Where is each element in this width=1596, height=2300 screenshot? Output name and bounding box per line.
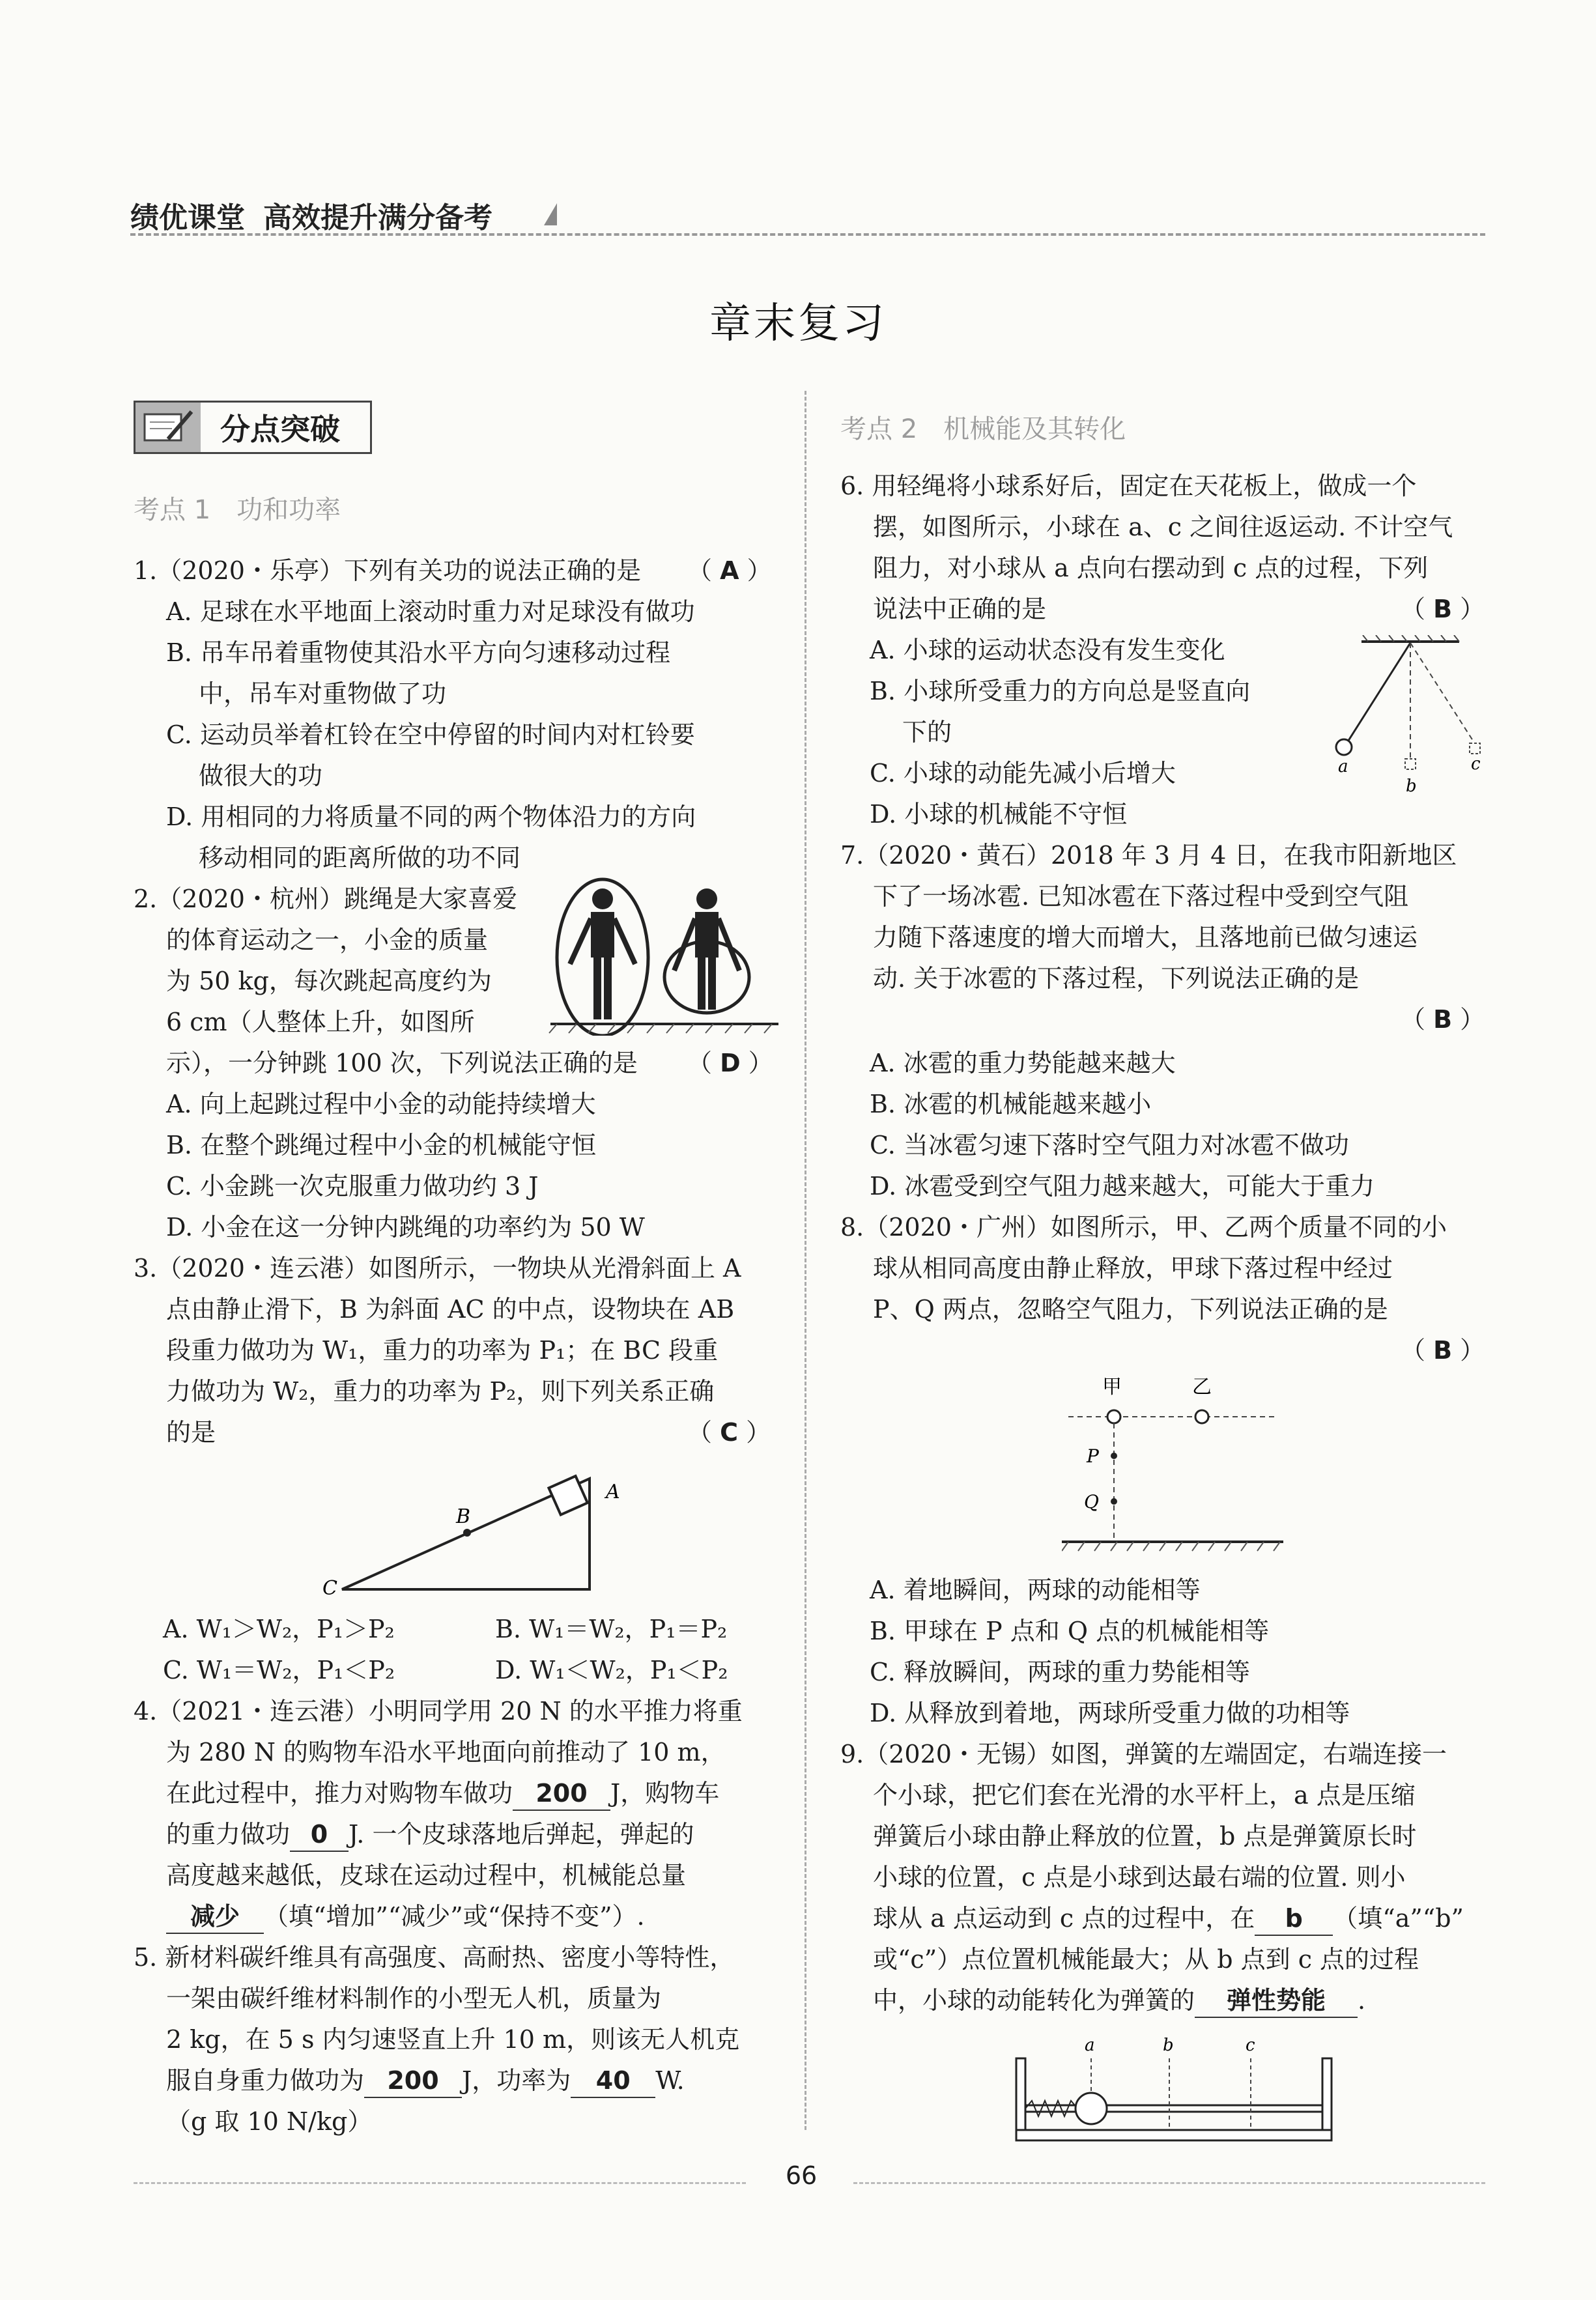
q5-blank-2: 40 (571, 2064, 655, 2098)
q9-line-1: 9.（2020・无锡）如图，弹簧的左端固定，右端连接一 (840, 1740, 1447, 1768)
spring-label-b: b (1163, 2036, 1174, 2055)
q5-line-4: 服自身重力做功为 200 J，功率为 40 W. (166, 2060, 685, 2101)
header-triangle-icon (544, 203, 557, 225)
pendulum-label-a: a (1338, 757, 1348, 776)
brand-tagline: 高效提升满分备考 (263, 201, 492, 234)
section-badge-label: 分点突破 (220, 412, 340, 447)
q4-line-4: 的重力做功 0 J. 一个皮球落地后弹起，弹起的 (166, 1814, 694, 1855)
q8-option-a: A. 着地瞬间，两球的动能相等 (870, 1576, 1201, 1604)
q7-answer: （ B ） (1401, 1005, 1485, 1034)
q3-line-5: 的是 (166, 1418, 216, 1447)
q4-blank-1: 200 (513, 1777, 610, 1811)
q8-answer: （ B ） (1401, 1336, 1485, 1365)
q5-blank-1: 200 (364, 2064, 462, 2098)
q5-line-3: 2 kg，在 5 s 内匀速竖直上升 10 m，则该无人机克 (166, 2025, 740, 2054)
q9-line-4: 小球的位置，c 点是小球到达最右端的位置. 则小 (873, 1863, 1406, 1892)
header-brand (130, 194, 492, 236)
q2-option-d: D. 小金在这一分钟内跳绳的功率约为 50 W (166, 1213, 645, 1242)
q6-answer: （ B ） (1401, 595, 1485, 623)
footer-divider-left (134, 2182, 746, 2184)
incline-label-c: C (322, 1577, 337, 1596)
two-balls-figure (1062, 1371, 1283, 1560)
pendulum-label-c: c (1471, 754, 1481, 774)
q4-blank-2: 0 (290, 1818, 349, 1852)
pencil-note-icon (135, 403, 201, 452)
q3-line-3: 段重力做功为 W₁，重力的功率为 P₁；在 BC 段重 (166, 1336, 719, 1365)
q6-line-4: 说法中正确的是 (873, 595, 1047, 623)
q2-answer: （ D ） (687, 1049, 773, 1077)
brand-name: 绩优课堂 (130, 201, 245, 234)
column-divider (805, 391, 806, 2130)
section-badge (134, 401, 372, 454)
q7-option-d: D. 冰雹受到空气阻力越来越大，可能大于重力 (870, 1172, 1375, 1200)
q6-option-d: D. 小球的机械能不守恒 (870, 800, 1128, 829)
q4-line-5: 高度越来越低，皮球在运动过程中，机械能总量 (166, 1861, 687, 1890)
q1-option-d-cont: 移动相同的距离所做的功不同 (199, 844, 521, 872)
q4-line-3: 在此过程中，推力对购物车做功 200 J，购物车 (166, 1773, 719, 1814)
q9-line-2: 个小球，把它们套在光滑的水平杆上，a 点是压缩 (873, 1781, 1416, 1810)
q6-option-a: A. 小球的运动状态没有发生变化 (870, 636, 1225, 664)
chapter-title: 章末复习 (709, 300, 887, 348)
q7-option-c: C. 当冰雹匀速下落时空气阻力对冰雹不做功 (870, 1131, 1349, 1159)
q1-stem: 1.（2020・乐亭）下列有关功的说法正确的是 (134, 556, 641, 585)
q1-option-a: A. 足球在水平地面上滚动时重力对足球没有做功 (166, 597, 695, 626)
q6-option-b: B. 小球所受重力的方向总是竖直向 (870, 677, 1251, 705)
q6-line-2: 摆，如图所示，小球在 a、c 之间往返运动. 不计空气 (873, 513, 1453, 541)
q3-option-b: B. W₁＝W₂，P₁＝P₂ (495, 1615, 728, 1643)
header-divider (130, 233, 1485, 236)
jumper-2-icon (664, 888, 749, 1013)
topic-1-heading: 考点 1 功和功率 (134, 495, 341, 525)
q2-option-c: C. 小金跳一次克服重力做功约 3 J (166, 1172, 539, 1200)
q7-line-1: 7.（2020・黄石）2018 年 3 月 4 日，在我市阳新地区 (840, 841, 1457, 870)
topic-2-heading: 考点 2 机械能及其转化 (840, 414, 1126, 444)
ball-label-jia: 甲 (1102, 1376, 1122, 1398)
incline-label-a: A (606, 1481, 620, 1503)
q9-blank-2: 弹性势能 (1195, 1984, 1358, 2018)
page-number: 66 (785, 2161, 818, 2190)
q2-option-b: B. 在整个跳绳过程中小金的机械能守恒 (166, 1131, 597, 1159)
q3-option-a: A. W₁＞W₂，P₁＞P₂ (163, 1615, 395, 1643)
q7-line-3: 力随下落速度的增大而增大，且落地前已做匀速运 (873, 923, 1418, 952)
q1-option-d: D. 用相同的力将质量不同的两个物体沿力的方向 (166, 802, 696, 831)
spring-figure (1010, 2032, 1348, 2150)
q5-line-5: （g 取 10 N/kg） (166, 2107, 373, 2136)
q6-option-b-cont: 下的 (902, 718, 952, 746)
q3-option-c: C. W₁＝W₂，P₁＜P₂ (163, 1656, 395, 1684)
q3-line-1: 3.（2020・连云港）如图所示，一物块从光滑斜面上 A (134, 1254, 741, 1283)
q5-line-2: 一架由碳纤维材料制作的小型无人机，质量为 (166, 1984, 662, 2013)
q3-line-2: 点由静止滑下，B 为斜面 AC 的中点，设物块在 AB (166, 1295, 735, 1324)
jump-rope-figure (544, 873, 785, 1036)
q1-option-b-cont: 中，吊车对重物做了功 (199, 679, 447, 708)
q2-line-5: 示），一分钟跳 100 次，下列说法正确的是 (166, 1049, 638, 1077)
q8-option-d: D. 从释放到着地，两球所受重力做的功相等 (870, 1699, 1350, 1727)
footer-divider-right (853, 2182, 1485, 2184)
q2-line-3: 为 50 kg，每次跳起高度约为 (166, 967, 492, 995)
q9-blank-1: b (1255, 1902, 1333, 1936)
pendulum-figure (1322, 635, 1492, 798)
q1-option-c: C. 运动员举着杠铃在空中停留的时间内对杠铃要 (166, 720, 695, 749)
q7-line-2: 下了一场冰雹. 已知冰雹在下落过程中受到空气阻 (873, 882, 1409, 911)
q1-option-b: B. 吊车吊着重物使其沿水平方向匀速移动过程 (166, 638, 671, 667)
q8-option-b: B. 甲球在 P 点和 Q 点的机械能相等 (870, 1617, 1270, 1645)
pendulum-label-b: b (1406, 776, 1417, 796)
q8-line-3: P、Q 两点，忽略空气阻力，下列说法正确的是 (873, 1295, 1388, 1324)
q3-line-4: 力做功为 W₂，重力的功率为 P₂，则下列关系正确 (166, 1377, 715, 1406)
q9-line-7: 中，小球的动能转化为弹簧的 弹性势能 . (873, 1980, 1365, 2021)
q3-answer: （ C ） (687, 1418, 771, 1447)
q5-line-1: 5. 新材料碳纤维具有高强度、高耐热、密度小等特性， (134, 1943, 735, 1972)
q6-option-c: C. 小球的动能先减小后增大 (870, 759, 1176, 788)
q2-line-2: 的体育运动之一，小金的质量 (166, 926, 489, 954)
ball-label-yi: 乙 (1192, 1376, 1212, 1398)
q3-option-d: D. W₁＜W₂，P₁＜P₂ (495, 1656, 728, 1684)
q2-line-1: 2.（2020・杭州）跳绳是大家喜爱 (134, 885, 517, 913)
point-label-q: Q (1084, 1491, 1099, 1512)
q2-line-4: 6 cm（人整体上升，如图所 (166, 1008, 475, 1036)
q8-option-c: C. 释放瞬间，两球的重力势能相等 (870, 1658, 1250, 1686)
q7-option-a: A. 冰雹的重力势能越来越大 (870, 1049, 1176, 1077)
q6-line-3: 阻力，对小球从 a 点向右摆动到 c 点的过程，下列 (873, 554, 1429, 582)
q7-line-4: 动. 关于冰雹的下落过程，下列说法正确的是 (873, 964, 1360, 993)
q1-option-c-cont: 做很大的功 (199, 761, 323, 790)
incline-label-b: B (456, 1505, 471, 1528)
q4-blank-3: 减少 (166, 1900, 264, 1934)
q4-line-2: 为 280 N 的购物车沿水平地面向前推动了 10 m， (166, 1738, 726, 1767)
q6-line-1: 6. 用轻绳将小球系好后，固定在天花板上，做成一个 (840, 472, 1417, 500)
q2-option-a: A. 向上起跳过程中小金的动能持续增大 (166, 1090, 596, 1118)
q7-option-b: B. 冰雹的机械能越来越小 (870, 1090, 1152, 1118)
spring-label-c: c (1246, 2036, 1255, 2055)
q9-line-3: 弹簧后小球由静止释放的位置，b 点是弹簧原长时 (873, 1822, 1417, 1851)
q4-line-6: 减少 （填“增加”“减少”或“保持不变”）. (166, 1896, 645, 1937)
spring-label-a: a (1085, 2036, 1095, 2055)
point-label-p: P (1087, 1445, 1099, 1467)
q8-line-2: 球从相同高度由静止释放，甲球下落过程中经过 (873, 1254, 1393, 1283)
q9-line-5: 球从 a 点运动到 c 点的过程中，在 b （填“a”“b” (873, 1898, 1464, 1939)
jumper-1-icon (557, 879, 648, 1036)
q1-answer: （ A ） (687, 556, 772, 585)
q4-line-1: 4.（2021・连云港）小明同学用 20 N 的水平推力将重 (134, 1697, 743, 1725)
incline-figure (322, 1466, 622, 1596)
q9-line-6: 或“c”）点位置机械能最大；从 b 点到 c 点的过程 (873, 1945, 1419, 1974)
q8-line-1: 8.（2020・广州）如图所示，甲、乙两个质量不同的小 (840, 1213, 1447, 1242)
